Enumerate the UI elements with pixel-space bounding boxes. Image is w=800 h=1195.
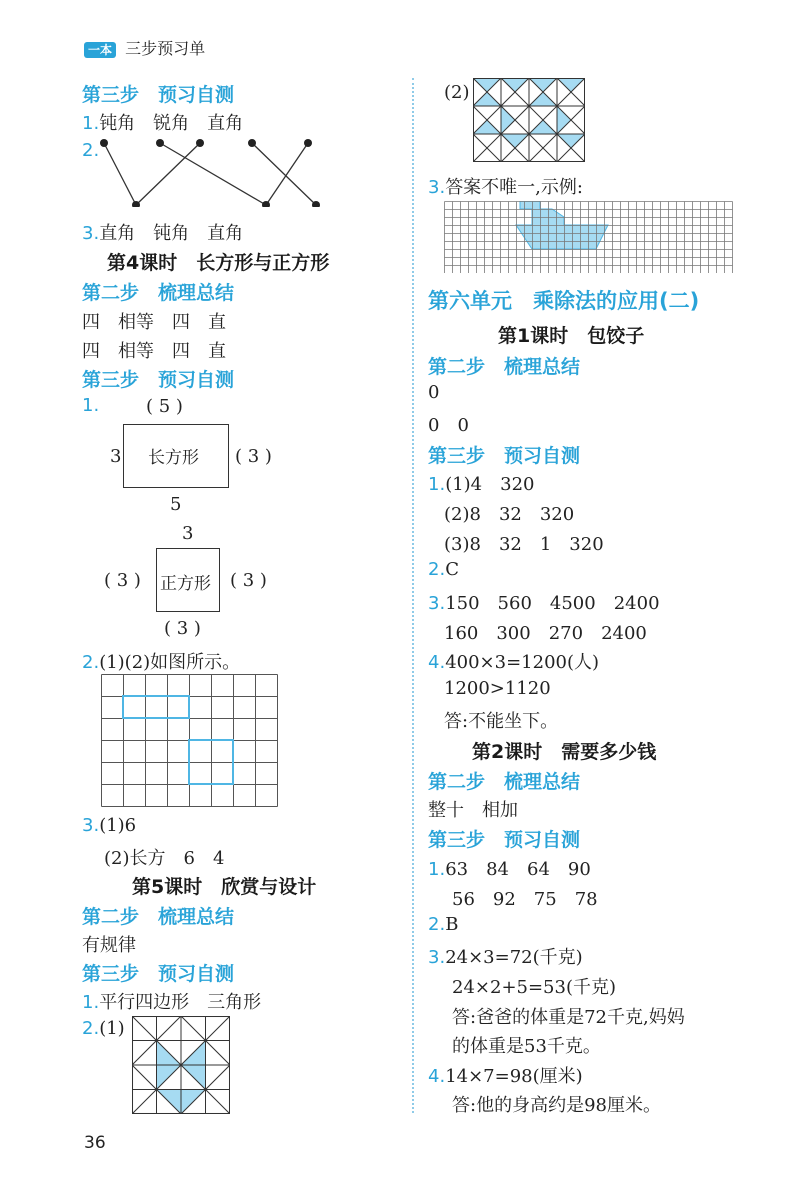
lesson5-step3: 第三步 预习自测 [82, 963, 235, 985]
lesson4-title: 第4课时 长方形与正方形 [107, 252, 330, 274]
header-title: 三步预习单 [125, 39, 206, 58]
page-number: 36 [84, 1133, 106, 1153]
lesson1-q1: 1.(1)4 320 [428, 474, 535, 495]
lesson1-summary-2: 0 0 [428, 415, 469, 436]
lesson5-q2: 2.(1) [82, 1018, 125, 1039]
lesson4-q3-part2: (2)长方 6 4 [104, 848, 225, 869]
lesson5-step2: 第二步 梳理总结 [82, 906, 235, 928]
lesson1-title: 第1课时 包饺子 [498, 325, 645, 347]
lesson1-q3: 3.150 560 4500 2400 [428, 593, 660, 614]
lesson4-step3: 第三步 预习自测 [82, 369, 235, 391]
square-left-label: ( 3 ) [104, 570, 141, 591]
brand-badge: 一本 [84, 42, 116, 58]
lesson2-q1: 1.63 84 64 90 [428, 859, 591, 880]
answer-3: 3.直角 钝角 直角 [82, 223, 244, 244]
lesson5-q1: 1.平行四边形 三角形 [82, 992, 262, 1013]
lesson1-q4: 4.400×3=1200(人) [428, 652, 600, 673]
lesson1-q1-part3: (3)8 32 1 320 [444, 534, 604, 555]
lesson4-q3: 3.(1)6 [82, 815, 137, 836]
column-divider [412, 78, 414, 1113]
rect-left-label: 3 [110, 446, 122, 467]
rect-right-label: ( 3 ) [235, 446, 272, 467]
lesson1-q4-part2: 1200>1120 [444, 678, 551, 699]
lesson2-title: 第2课时 需要多少钱 [472, 741, 657, 763]
lesson1-step3: 第三步 预习自测 [428, 445, 581, 467]
square-bottom-label: ( 3 ) [164, 618, 201, 639]
lesson4-summary-2: 四 相等 四 直 [82, 341, 226, 362]
matching-diagram [96, 137, 336, 207]
rect-bottom-label: 5 [170, 494, 182, 515]
lesson1-q2: 2.C [428, 559, 459, 580]
unit6-title: 第六单元 乘除法的应用(二) [428, 289, 700, 313]
answer-2-number: 2. [82, 140, 100, 161]
square-right-label: ( 3 ) [230, 570, 267, 591]
lesson4-step2: 第二步 梳理总结 [82, 282, 235, 304]
square-top-label: 3 [182, 523, 194, 544]
lesson1-summary-1: 0 [428, 382, 440, 403]
boat-grid-figure [444, 201, 736, 273]
lesson2-q3-part2: 24×2+5=53(千克) [452, 977, 617, 998]
lesson4-q2: 2.(1)(2)如图所示。 [82, 652, 241, 673]
lesson2-q2: 2.B [428, 914, 459, 935]
lesson1-q1-part2: (2)8 32 320 [444, 504, 575, 525]
lesson2-q3-part4: 的体重是53千克。 [452, 1036, 601, 1057]
pattern-figure-1 [132, 1016, 230, 1114]
lesson1-q4-part3: 答:不能坐下。 [444, 711, 559, 732]
lesson1-q3-part2: 160 300 270 2400 [444, 623, 647, 644]
rect-top-label: ( 5 ) [146, 396, 183, 417]
lesson2-q1-part2: 56 92 75 78 [452, 889, 598, 910]
rect-label: 长方形 [148, 448, 199, 468]
answer-1: 1.钝角 锐角 直角 [82, 113, 244, 134]
right-q2-label: (2) [444, 82, 470, 103]
lesson4-summary-1: 四 相等 四 直 [82, 312, 226, 333]
lesson2-q3-part3: 答:爸爸的体重是72千克,妈妈 [452, 1007, 685, 1028]
square-label: 正方形 [160, 574, 211, 594]
lesson2-summary: 整十 相加 [428, 800, 518, 821]
grid-drawing [101, 674, 281, 810]
lesson2-q4: 4.14×7=98(厘米) [428, 1066, 583, 1087]
right-q3: 3.答案不唯一,示例: [428, 177, 583, 198]
pattern-figure-2 [473, 78, 585, 162]
lesson1-step2: 第二步 梳理总结 [428, 356, 581, 378]
lesson2-q3: 3.24×3=72(千克) [428, 947, 583, 968]
lesson5-title: 第5课时 欣赏与设计 [132, 876, 317, 898]
lesson2-q4-part2: 答:他的身高约是98厘米。 [452, 1095, 661, 1116]
lesson2-step2: 第二步 梳理总结 [428, 771, 581, 793]
lesson2-step3: 第三步 预习自测 [428, 829, 581, 851]
page-header [84, 36, 205, 59]
step3-heading: 第三步 预习自测 [82, 84, 235, 106]
lesson5-summary: 有规律 [82, 935, 136, 956]
lesson4-q1-number: 1. [82, 395, 100, 416]
